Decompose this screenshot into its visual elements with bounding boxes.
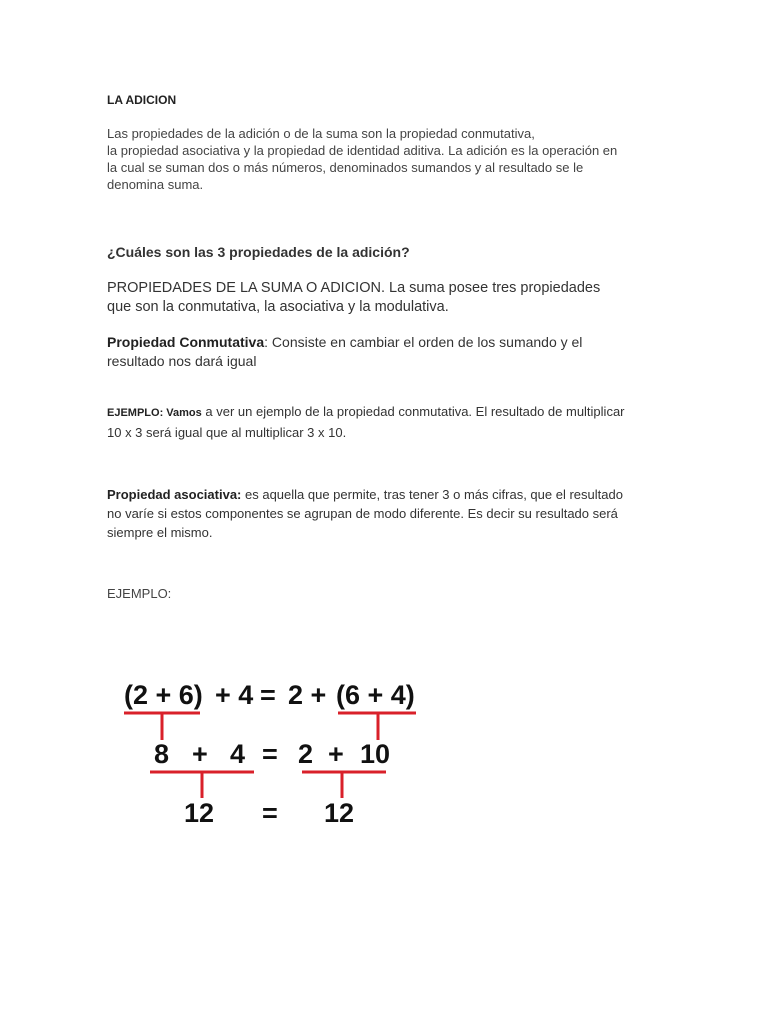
paragraph-line: resultado nos dará igual	[107, 353, 257, 369]
row2-eight: 8	[154, 739, 170, 769]
row3-right-result: 12	[324, 798, 355, 828]
row2-two: 2	[298, 739, 314, 769]
conmutativa-text: : Consiste en cambiar el orden de los sumando y el	[264, 334, 583, 350]
page-title: LA ADICION	[107, 93, 177, 107]
paragraph-line: 10 x 3 será igual que al multiplicar 3 x 10.	[107, 425, 347, 440]
left-bracket-row1	[124, 713, 200, 740]
row2-plus-right: +	[328, 739, 344, 769]
propiedades-suma-paragraph	[107, 279, 667, 317]
row3-left-result: 12	[184, 798, 215, 828]
right-bracket-row2	[302, 772, 386, 798]
associative-property-diagram	[110, 670, 440, 840]
intro-line: denomina suma.	[107, 177, 204, 192]
right-bracket-row1	[338, 713, 416, 740]
asociativa-label: Propiedad asociativa:	[107, 487, 242, 502]
conmutativa-paragraph	[107, 333, 667, 371]
asociativa-paragraph	[107, 485, 687, 542]
paragraph-line: que son la conmutativa, la asociativa y la modulativa.	[107, 299, 449, 315]
asociativa-text: es aquella que permite, tras tener 3 o más cifras, que el resultado	[241, 487, 623, 502]
row1-right-group: (6 + 4)	[336, 680, 415, 710]
paragraph-line	[107, 333, 667, 352]
row1-plus-four: + 4	[215, 680, 254, 710]
ejemplo-conmutativa-paragraph	[107, 402, 687, 442]
ejemplo-text: a ver un ejemplo de la propiedad conmutativa. El resultado de multiplicar	[201, 404, 625, 419]
paragraph-line: siempre el mismo.	[107, 525, 213, 540]
paragraph-line	[107, 485, 687, 504]
intro-line: la cual se suman dos o más números, denominados sumandos y al resultado se le	[107, 160, 584, 175]
row1-left-group: (2 + 6)	[124, 680, 203, 710]
left-bracket-row2	[150, 772, 254, 798]
row3-equals: =	[262, 798, 278, 828]
intro-line: Las propiedades de la adición o de la suma son la propiedad conmutativa,	[107, 126, 535, 141]
intro-line: la propiedad asociativa y la propiedad de identidad aditiva. La adición es la operación en	[107, 143, 618, 158]
conmutativa-label: Propiedad Conmutativa	[107, 334, 265, 350]
section-question-heading: ¿Cuáles son las 3 propiedades de la adición?	[107, 244, 410, 260]
paragraph-line	[107, 402, 687, 423]
row1-equals: =	[260, 680, 276, 710]
ejemplo-label-2: EJEMPLO:	[107, 586, 172, 601]
paragraph-line: PROPIEDADES DE LA SUMA O ADICION. La suma posee tres propiedades	[107, 280, 601, 296]
paragraph-line: no varíe si estos componentes se agrupan de modo diferente. Es decir su resultado será	[107, 506, 618, 521]
row2-ten: 10	[360, 739, 391, 769]
row2-equals: =	[262, 739, 278, 769]
row2-four: 4	[230, 739, 246, 769]
row1-two-plus: 2 +	[288, 680, 327, 710]
row2-plus-left: +	[192, 739, 208, 769]
ejemplo-label: EJEMPLO: Vamos	[107, 407, 202, 419]
intro-paragraph	[107, 125, 667, 193]
